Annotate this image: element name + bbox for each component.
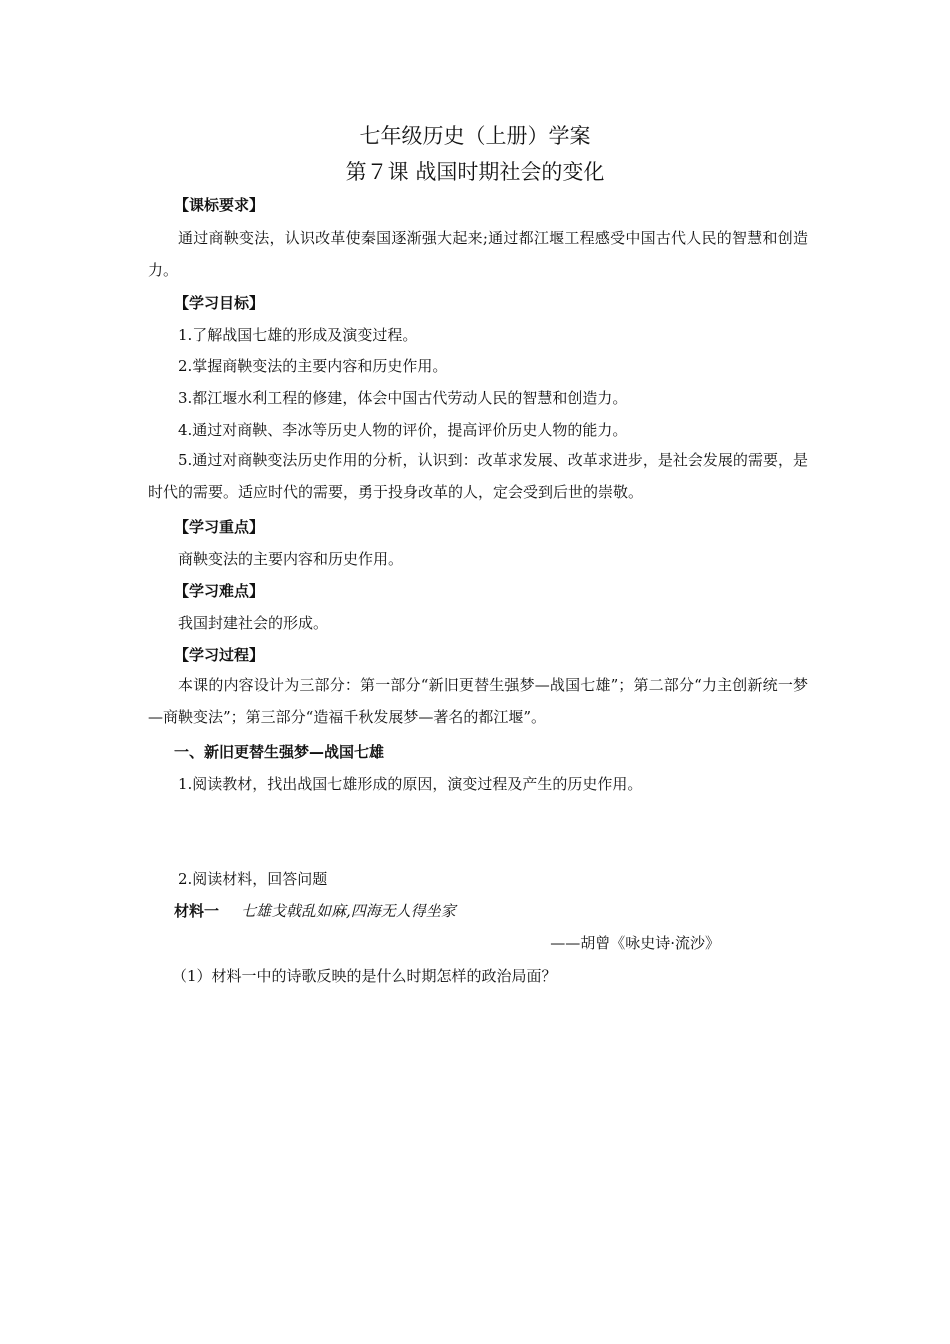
sub-question-1: （1）材料一中的诗歌反映的是什么时期怎样的政治局面？ (172, 967, 557, 985)
curriculum-heading: 【课标要求】 (174, 196, 265, 214)
process-text: 本课的内容设计为三部分：第一部分“新旧更替生强梦—战国七雄”；第二部分“力主创新统一梦—商鞅变法”；第三部分“造福千秋发展梦—著名的都江堰”。 (148, 676, 808, 726)
objective-item: 1.了解战国七雄的形成及演变过程。 (178, 326, 418, 344)
material-quote: 七雄戈戟乱如麻,四海无人得坐家 (241, 902, 456, 920)
objective-item: 2.掌握商鞅变法的主要内容和历史作用。 (178, 357, 448, 375)
process-heading: 【学习过程】 (174, 646, 265, 664)
material-one (174, 900, 456, 922)
document-title: 七年级历史（上册）学案 (359, 124, 591, 148)
lesson-title: 第７课 战国时期社会的变化 (345, 160, 605, 184)
objective-item: 5.通过对商鞅变法历史作用的分析，认识到：改革求发展、改革求进步，是社会发展的需要，是时代的需要。适应时代的需要，勇于投身改革的人，定会受到后世的崇敬。 (148, 451, 808, 501)
difficulty-text: 我国封建社会的形成。 (178, 614, 329, 632)
key-point-heading: 【学习重点】 (174, 518, 265, 536)
curriculum-text: 通过商鞅变法，认识改革使秦国逐渐强大起来;通过都江堰工程感受中国古代人民的智慧和创造力。 (148, 229, 808, 279)
part-one-heading: 一、新旧更替生强梦—战国七雄 (174, 743, 385, 761)
objective-item: 3.都江堰水利工程的修建，体会中国古代劳动人民的智慧和创造力。 (178, 389, 628, 407)
material-label: 材料一 (174, 902, 220, 920)
objective-item: 4.通过对商鞅、李冰等历史人物的评价，提高评价历史人物的能力。 (178, 421, 628, 439)
question-2: 2.阅读材料，回答问题 (178, 870, 328, 888)
question-1: 1.阅读教材，找出战国七雄形成的原因，演变过程及产生的历史作用。 (178, 775, 643, 793)
difficulty-heading: 【学习难点】 (174, 582, 265, 600)
key-point-text: 商鞅变法的主要内容和历史作用。 (178, 550, 404, 568)
objectives-heading: 【学习目标】 (174, 294, 265, 312)
material-source: ——胡曾《咏史诗·流沙》 (550, 934, 720, 952)
